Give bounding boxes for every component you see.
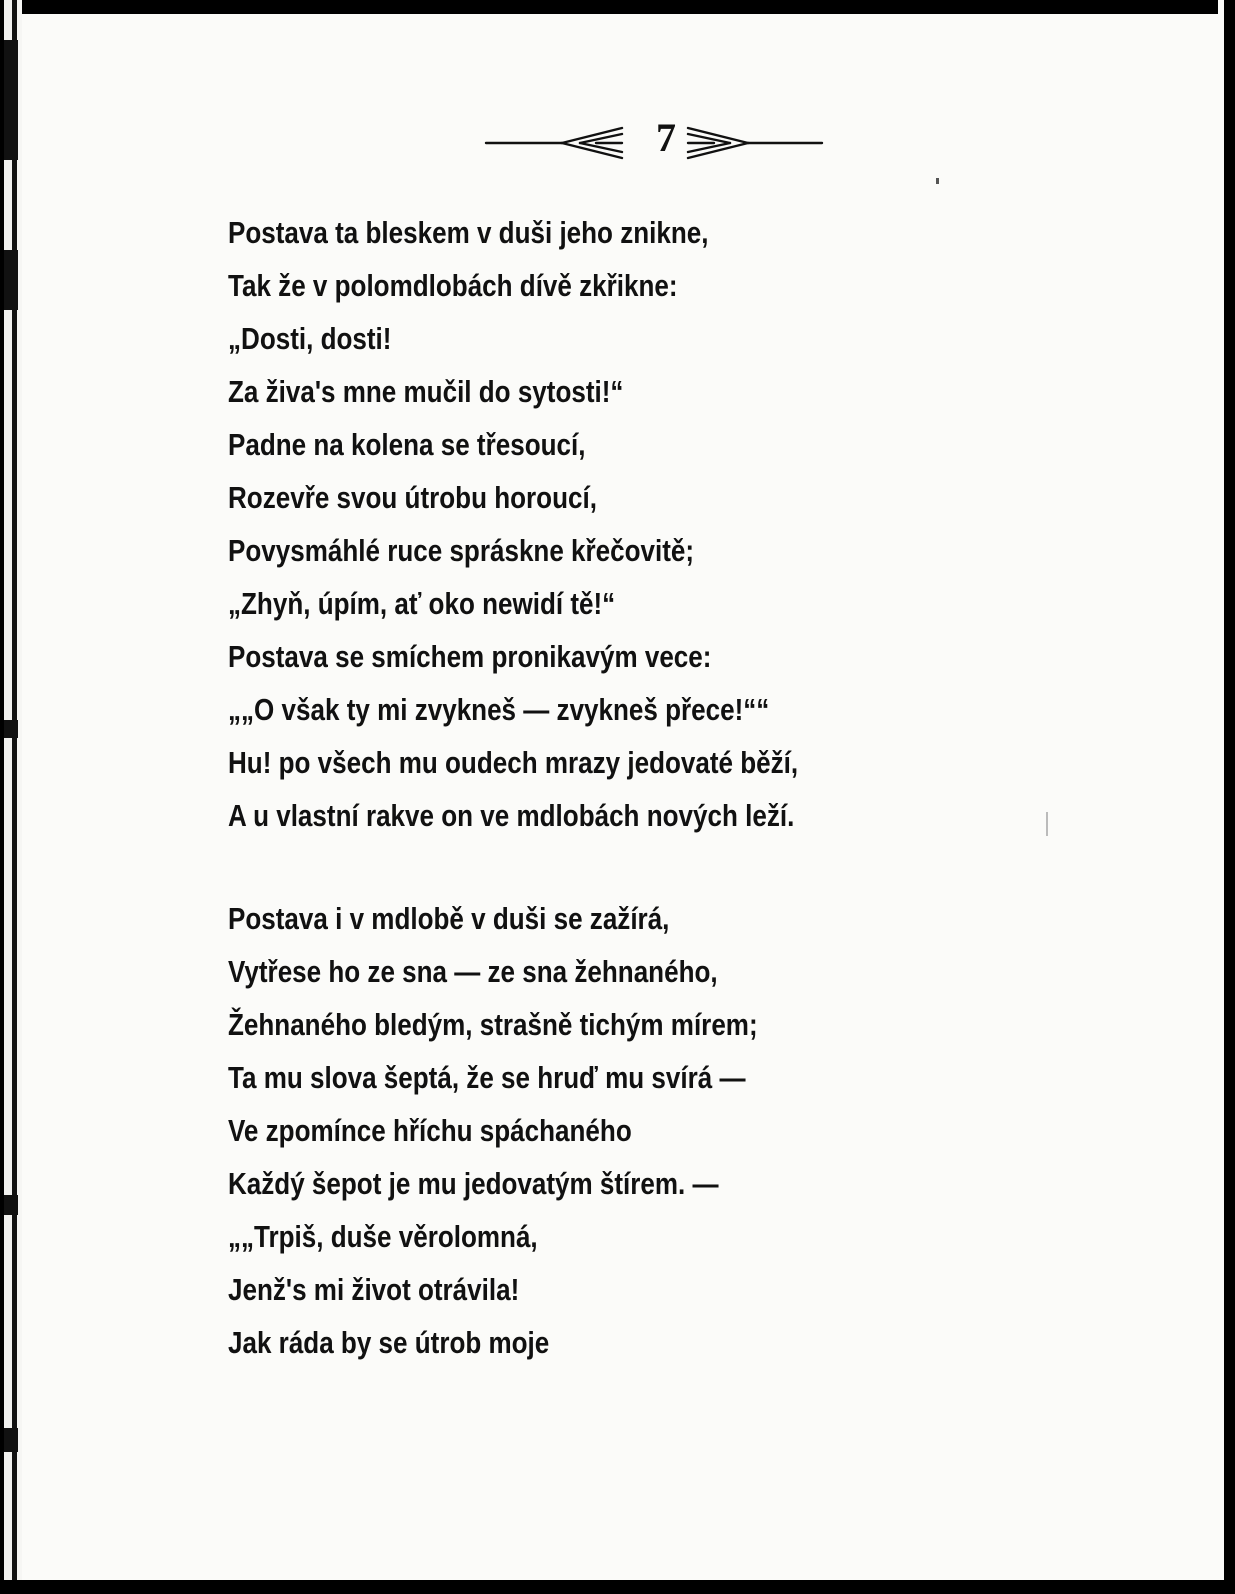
verse-line: „Dosti, dosti!	[228, 321, 392, 356]
scan-edge-mark	[4, 1195, 18, 1215]
verse-line: „Zhyň, úpím, ať oko newidí tě!“	[228, 586, 616, 621]
verse-line: Ve zpomínce hříchu spáchaného	[228, 1113, 632, 1148]
verse-line: Tak že v polomdlobách dívě zkřikne:	[228, 268, 678, 303]
verse-line: Ta mu slova šeptá, že se hruď mu svírá —	[228, 1060, 746, 1095]
scan-edge-mark	[4, 40, 18, 160]
verse-line: Každý šepot je mu jedovatým štírem. —	[228, 1166, 719, 1201]
verse-line: Postava i v mdlobě v duši se zažírá,	[228, 901, 670, 936]
verse-line: Rozevře svou útrobu horoucí,	[228, 480, 597, 515]
scan-speck	[936, 178, 939, 184]
verse-line: A u vlastní rakve on ve mdlobách nových leží.	[228, 798, 795, 833]
stanza-1	[228, 206, 917, 842]
verse-line: „„O však ty mi zvykneš — zvykneš přece!““	[228, 692, 770, 727]
verse-line: „„Trpiš, duše věrolomná,	[228, 1219, 538, 1254]
verse-line: Postava ta bleskem v duši jeho znikne,	[228, 215, 709, 250]
scan-speck	[1046, 812, 1048, 836]
scan-left-edge	[0, 0, 22, 1594]
scan-right-edge	[1218, 0, 1235, 1594]
scan-edge-mark	[4, 720, 18, 738]
stanza-2	[228, 892, 917, 1369]
scan-edge-mark	[4, 250, 18, 310]
verse-line: Padne na kolena se třesoucí,	[228, 427, 586, 462]
verse-line: Jak ráda by se útrob moje	[228, 1325, 550, 1360]
verse-line: Vytřese ho ze sna — ze sna žehnaného,	[228, 954, 718, 989]
page-number: 7	[656, 115, 676, 160]
verse-line: Postava se smíchem pronikavým vece:	[228, 639, 712, 674]
verse-line: Jenž's mi život otrávila!	[228, 1272, 520, 1307]
scan-edge-mark	[4, 1428, 18, 1452]
verse-line: Za živa's mne mučil do sytosti!“	[228, 374, 624, 409]
verse-line: Hu! po všech mu oudech mrazy jedovaté běží,	[228, 745, 799, 780]
verse-line: Žehnaného bledým, strašně tichým mírem;	[228, 1007, 758, 1042]
scan-bottom-edge	[0, 1580, 1235, 1594]
verse-line: Povysmáhlé ruce spráskne křečovitě;	[228, 533, 695, 568]
